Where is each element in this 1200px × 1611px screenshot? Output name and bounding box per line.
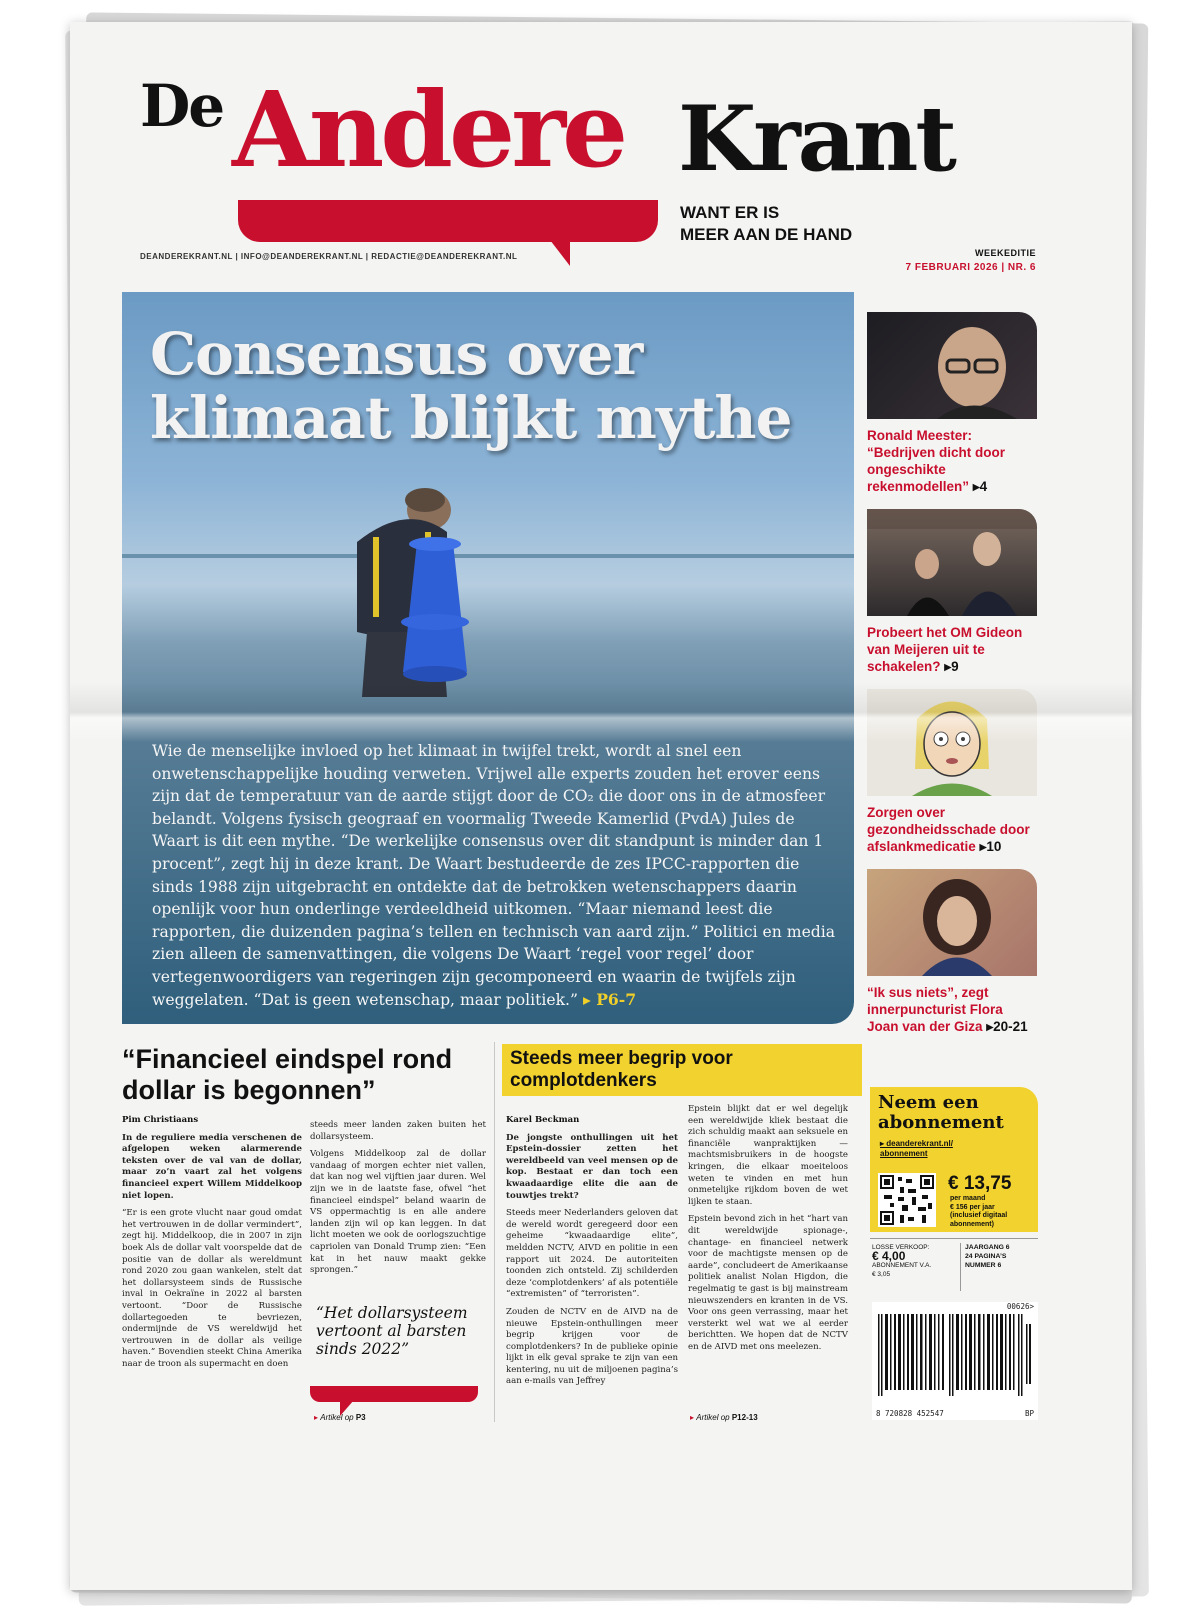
volume-info: [960, 1243, 1010, 1291]
teaser-4[interactable]: [867, 984, 1037, 1035]
speech-bubble-logo: [238, 200, 658, 242]
logo-andere: Andere: [232, 68, 625, 191]
teaser-cartoon: [867, 689, 1037, 796]
teaser-2-text: Probeert het OM Gideon van Meijeren uit te schakelen?: [867, 625, 1023, 674]
teaser-4-page: ▸20-21: [986, 1019, 1028, 1034]
barcode-addon: 00626>: [1006, 1302, 1034, 1311]
price-note-line: (inclusief digitaal: [950, 1212, 1008, 1219]
subscription-link-line-1: ▸ deanderekrant.nl/: [880, 1139, 953, 1148]
teaser-2[interactable]: [867, 624, 1037, 675]
article-1-link-label: Artikel op: [320, 1413, 354, 1422]
contact-info: DEANDEREKRANT.NL | INFO@DEANDEREKRANT.NL | REDACTIE@DEANDEREKRANT.NL: [140, 252, 518, 261]
teaser-3[interactable]: [867, 804, 1037, 855]
subscription-from-price: € 3,05: [872, 1271, 891, 1278]
pull-quote-bubble: [310, 1386, 478, 1402]
edition-info: [906, 248, 1036, 273]
single-sale-price: € 4,00: [872, 1249, 906, 1263]
price-note-line: per maand: [950, 1195, 986, 1202]
hero-headline: [150, 322, 791, 450]
price-note-line: € 156 per jaar: [950, 1203, 995, 1211]
price-note-line: abonnement): [950, 1220, 994, 1228]
article-1-pull-quote: “Het dollarsysteem vertoont al barsten sinds 2022”: [316, 1304, 468, 1358]
volume: JAARGANG 6: [965, 1244, 1010, 1251]
teaser-3-page: ▸10: [979, 839, 1002, 854]
barcode: [872, 1302, 1038, 1420]
issue-meta: [870, 1238, 1038, 1294]
article-2-paragraph: Steeds meer Nederlanders geloven dat de wereld wordt geregeerd door een geheime “kwaadaardige elite”, meldden NCTV, AIVD en politie in een rapport uit 2024. De autoriteiten toonden zich ontsteld. Zij schilderden deze ‘complotdenkers’ af als potentiële “extremisten” of “terroristen”.: [506, 1208, 678, 1300]
logo-de: De: [140, 72, 224, 140]
barcode-suffix: BP: [1024, 1409, 1034, 1418]
hero-headline-line-2: klimaat blijkt mythe: [150, 384, 792, 452]
article-2-link-page: P12-13: [731, 1413, 758, 1422]
ean-number: 8 720828 452547: [876, 1409, 944, 1418]
hero-headline-line-1: Consensus over: [150, 320, 643, 388]
teaser-1-page: ▸4: [972, 479, 988, 494]
teaser-1[interactable]: [867, 427, 1037, 495]
edition-date: 7 FEBRUARI 2026 | NR. 6: [905, 262, 1036, 273]
price-info: [872, 1243, 931, 1279]
column-divider: [494, 1042, 495, 1422]
subscription-price: € 13,75: [948, 1173, 1012, 1194]
newspaper-front-page: [70, 22, 1132, 1590]
article-1-author: Pim Christiaans: [122, 1115, 199, 1125]
teaser-photo-portrait: [867, 312, 1037, 419]
article-1-col-2: [310, 1120, 486, 1283]
teaser-3-text: Zorgen over gezondheidsschade door afslankmedicatie: [867, 805, 1030, 854]
hero-body: [152, 740, 842, 1011]
article-2-paragraph: Epstein blijkt dat er wel degelijk een wereldwijde kliek bestaat die zich schuldig maakt aan seksuele en financiële wanpraktijken — machtsmisbruikers in de hoogste kringen, die elkaar moeiteloos weten te vinden en met hun onmetelijke rijkdom boven de wet lijken te staan.: [688, 1104, 848, 1207]
tagline-line-1: WANT ER IS: [680, 203, 780, 222]
hero-photo-person: [317, 482, 497, 712]
tagline-line-2: MEER AAN DE HAND: [680, 225, 853, 244]
page-count: 24 PAGINA’S: [965, 1253, 1007, 1260]
barcode-icon: [876, 1314, 1034, 1396]
speech-bubble-tail: [550, 240, 570, 266]
sidebar-teasers: [867, 312, 1037, 1049]
edition-label: WEEKEDITIE: [974, 248, 1036, 258]
hero-body-text: Wie de menselijke invloed op het klimaat in twijfel trekt, wordt al snel een onwetenschappelijke houding verweten. Vrijwel alle experts zouden het erover eens zijn dat de temperatuur van de aarde stijgt door de CO₂ die door ons in de atmosfeer belandt. Volgens fysisch geograaf en voormalig Tweede Kamerlid (PvdA) Jules de Waart is dit een mythe. “De werkelijke consensus over dit standpunt is minder dan 1 procent”, zegt hij in deze krant. De Waart bestudeerde de zes IPCC-rapporten die sinds 1988 zijn uitgebracht en ontdekte dat de betrokken wetenschappers daarin openlijk voor hun onderlinge verdeeldheid uitkomen. “Maar niemand leest die rapporten, die duizenden pagina’s tellen en technisch van aard zijn.” Politici en media zien alleen de samenvattingen, die volgens De Waart ‘regel voor regel’ door vertegenwoordigers van regeringen zijn gecomponeerd en waarin de twijfels zijn weggelaten. “Dat is geen wetenschap, maar politiek.”: [152, 742, 836, 1009]
teaser-4-text: “Ik sus niets”, zegt innerpuncturist Flora Joan van der Giza: [867, 985, 1003, 1034]
teaser-photo-woman: [867, 869, 1037, 976]
logo-krant: Krant: [678, 86, 954, 192]
article-2-headline: Steeds meer begrip voor complotdenkers: [502, 1044, 862, 1096]
article-2-paragraph: Epstein bevond zich in het “hart van dit wereldwijde spionage-, chantage- en financieel netwerk voor de machtigste mensen op de aarde”, concludeert de Amerikaanse politiek analist Nolan Higdon, die regelmatig te gast is bij mainstream nieuwszenders en kranten in de VS. Voor ons geen verrassing, maar het versterkt wel wat we al eerder berichtten. We hopen dat de NCTV en de AIVD met ons meelezen.: [688, 1214, 848, 1352]
arrow-icon: ▸: [314, 1413, 319, 1422]
article-1-lead: In de reguliere media verschenen de afgelopen weken alarmerende teksten over de val van de dollar, maar zo’n vaart zal het volgens financieel expert Willem Middelkoop niet lopen.: [122, 1132, 302, 1201]
article-1-paragraph: steeds meer landen zaken buiten het dollarsysteem.: [310, 1120, 486, 1142]
article-2-col-1: [506, 1115, 678, 1394]
subscription-title: Neem een abonnement: [878, 1092, 1004, 1133]
teaser-2-page: ▸9: [944, 659, 959, 674]
teaser-1-text: Ronald Meester: “Bedrijven dicht door ongeschikte rekenmodellen”: [867, 428, 1006, 494]
article-2-lead: De jongste onthullingen uit het Epstein-dossier zetten het wereldbeeld van veel mensen op de kop. Bestaat er dan toch een kwaadaardige elite die aan de touwtjes trekt?: [506, 1132, 678, 1201]
tagline: [680, 202, 852, 246]
subscription-link-line-2: abonnement: [880, 1149, 928, 1158]
barcode-number: [876, 1409, 1034, 1418]
article-2-col-2: [688, 1104, 848, 1359]
article-2-paragraph: Zouden de NCTV en de AIVD na de nieuwe Epstein-onthullingen meer begrip krijgen voor de complotdenkers? In de publieke opinie lijkt in elk geval sprake te zijn van een kentering, nu uit de miljoenen pagina’s aan e-mails van Jeffrey: [506, 1306, 678, 1387]
issue-number: NUMMER 6: [965, 1262, 1002, 1269]
teaser-photo-courtroom: [867, 509, 1037, 616]
single-sale-label: LOSSE VERKOOP:: [872, 1244, 930, 1251]
hero-page-ref[interactable]: ▸ P6-7: [582, 989, 637, 1009]
subscription-box: [870, 1087, 1038, 1232]
article-1-headline: “Financieel eindspel rond dollar is begonnen”: [122, 1044, 453, 1105]
qr-code-icon[interactable]: [878, 1173, 936, 1227]
hero-article: [122, 292, 854, 1024]
article-1-link[interactable]: [314, 1413, 366, 1422]
article-1-paragraph: “Er is een grote vlucht naar goud omdat het vertrouwen in de dollar vermindert”, zegt hij. Middelkoop, die in 2007 in zijn boek Als de dollar valt voorspelde dat de positie van de dollar als wereldmunt rond 2020 zou gaan wankelen, stelt dat het dollarsysteem sinds de Russische inval in Oekraïne in 2022 al barsten vertoont. “Door de Russische dollartegoeden te bevriezen, ondermijnde de VS wereldwijd het vertrouwen in de dollar als veilige haven.” Bovendien steekt China Amerika naar de troon als supermacht en doen: [122, 1208, 302, 1369]
subscription-price-note: [950, 1195, 1007, 1229]
arrow-icon: ▸: [690, 1413, 695, 1422]
article-1-paragraph: Volgens Middelkoop zal de dollar vandaag of morgen echter niet vallen, dat kan nog wel vijftien jaar duren. Wel zijn we in de laatste fase, ofwel “het financieel eindspel” beland waarin de VS oppermachtig is en alle andere landen zijn wil op kan leggen. In dat licht moeten we ook de oorlogszuchtige capriolen van Donald Trump zien: “Een kat in het nauw maakt gekke sprongen.”: [310, 1149, 486, 1276]
subscription-link[interactable]: [880, 1139, 953, 1159]
article-1-col-1: [122, 1115, 302, 1376]
article-2-link-label: Artikel op: [696, 1413, 730, 1422]
subscription-from-label: ABONNEMENT V.A.: [872, 1262, 932, 1269]
article-2-link[interactable]: [690, 1413, 758, 1422]
article-2-author: Karel Beckman: [506, 1115, 580, 1125]
article-1-link-page: P3: [355, 1413, 366, 1422]
